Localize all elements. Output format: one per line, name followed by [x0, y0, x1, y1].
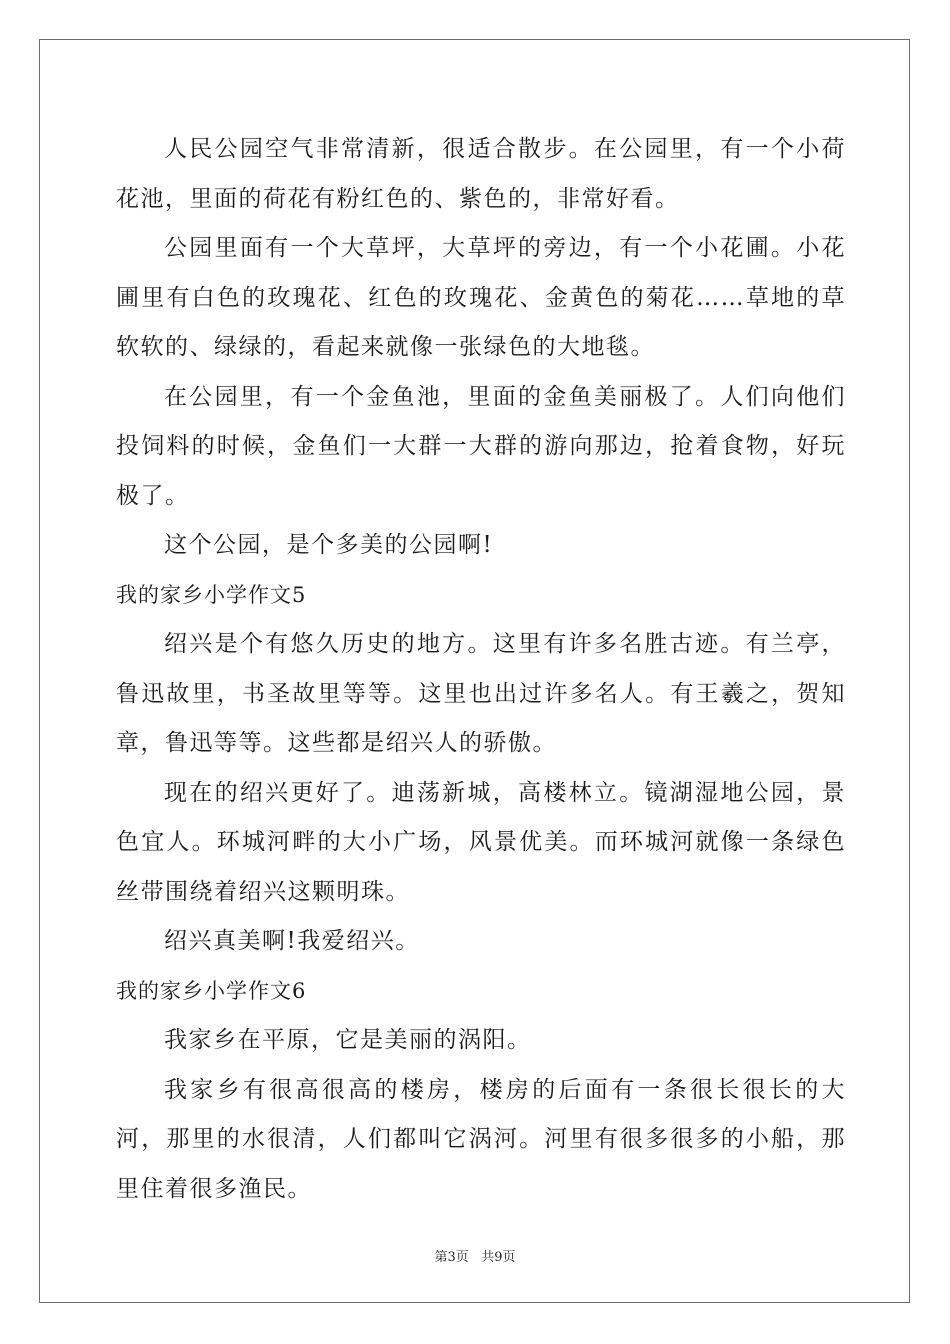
paragraph-park-air: 人民公园空气非常清新，很适合散步。在公园里，有一个小荷花池，里面的荷花有粉红色的、紫色的，非常好看。 [116, 136, 846, 212]
paragraph-park-lawn: 公园里面有一个大草坪，大草坪的旁边，有一个小花圃。小花圃里有白色的玫瑰花、红色的玫瑰花、金黄色的菊花……草地的草软软的、绿绿的，看起来就像一张绿色的大地毯。 [116, 235, 846, 360]
document-body [116, 125, 846, 1214]
paragraph-shaoxing-now: 现在的绍兴更好了。迪荡新城，高楼林立。镜湖湿地公园，景色宜人。环城河畔的大小广场，风景优美。而环城河就像一条绿色丝带围绕着绍兴这颗明珠。 [116, 779, 846, 905]
page-total: 共9页 [481, 1250, 516, 1265]
page-number: 第3页 [434, 1250, 469, 1265]
paragraph-goldfish-pond: 在公园里，有一个金鱼池，里面的金鱼美丽极了。人们向他们投饲料的时候，金鱼们一大群一大群的游向那边，抢着食物，好玩极了。 [116, 383, 846, 509]
paragraph-shaoxing-history: 绍兴是个有悠久历史的地方。这里有许多名胜古迹。有兰亭，鲁迅故里，书圣故里等等。这里也出过许多名人。有王羲之，贺知章，鲁迅等等。这些都是绍兴人的骄傲。 [116, 631, 846, 756]
paragraph-park-conclusion: 这个公园，是个多美的公园啊! [164, 532, 494, 558]
essay-title-5: 我的家乡小学作文5 [116, 582, 307, 607]
footer-gap [469, 1250, 481, 1265]
essay-title-6: 我的家乡小学作文6 [116, 978, 307, 1003]
page-footer [0, 1246, 950, 1265]
paragraph-guoyang-intro: 我家乡在平原，它是美丽的涡阳。 [164, 1027, 532, 1053]
paragraph-guoyang-river: 我家乡有很高很高的楼房，楼房的后面有一条很长很长的大河，那里的水很清，人们都叫它涡河。河里有很多很多的小船，那里住着很多渔民。 [116, 1076, 846, 1202]
paragraph-shaoxing-conclusion: 绍兴真美啊!我爱绍兴。 [164, 928, 420, 954]
